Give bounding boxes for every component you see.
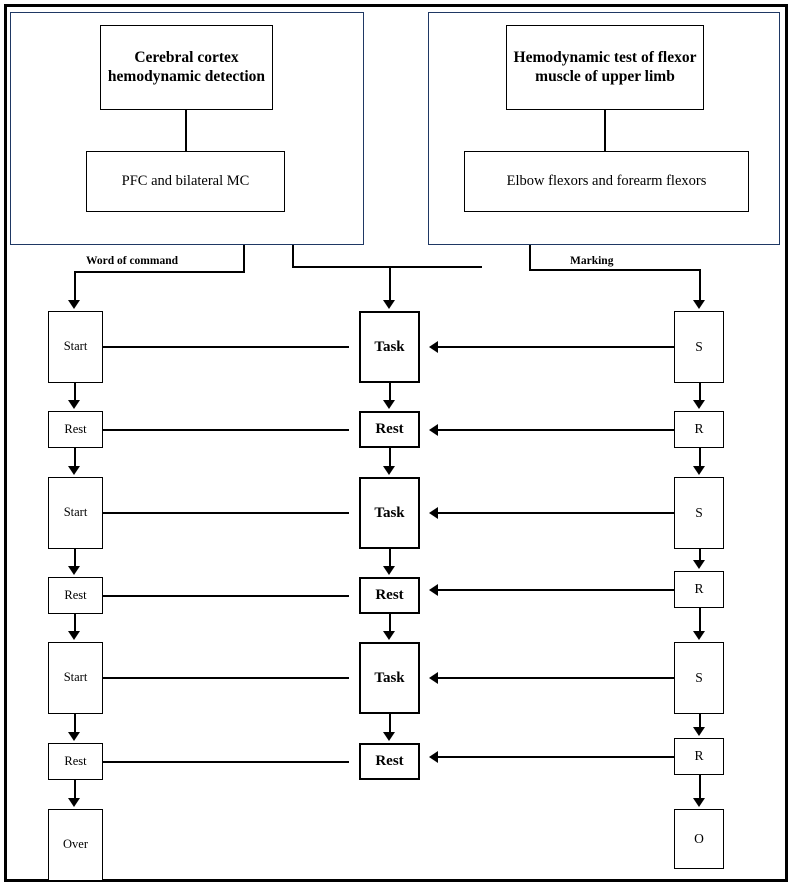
left-node-rest-1 xyxy=(48,411,103,448)
arrow-r1-rest1 xyxy=(429,424,438,436)
middle-node-task-1 xyxy=(359,311,420,383)
left-heading-text: Cerebral cortex hemodynamic detection xyxy=(107,48,266,85)
left-node-label: Rest xyxy=(64,753,87,768)
middle-arrow-3 xyxy=(383,566,395,575)
arrow-to-start-1 xyxy=(68,300,80,309)
link-r1-rest1 xyxy=(438,429,674,431)
middle-node-label: Task xyxy=(374,504,405,521)
middle-node-label: Task xyxy=(374,338,405,355)
link-s1-task1 xyxy=(438,346,674,348)
link-rest2-rest2 xyxy=(103,595,349,597)
link-start3-task3 xyxy=(103,677,349,679)
right-bus-down xyxy=(699,269,701,303)
link-s2-task2 xyxy=(438,512,674,514)
right-node-label: R xyxy=(694,581,704,597)
left-arrow-3 xyxy=(68,566,80,575)
link-r3-rest3 xyxy=(438,756,674,758)
middle-node-label: Rest xyxy=(375,753,404,770)
middle-node-rest-2 xyxy=(359,577,420,614)
middle-arrow-1 xyxy=(383,400,395,409)
right-conn-6 xyxy=(699,775,701,800)
middle-node-label: Rest xyxy=(375,587,404,604)
left-node-start-1 xyxy=(48,311,103,383)
arrow-r2-rest2 xyxy=(429,584,438,596)
left-heading-box xyxy=(100,25,273,110)
left-node-rest-3 xyxy=(48,743,103,780)
left-bus-down xyxy=(74,271,76,303)
middle-conn-2 xyxy=(389,448,391,468)
arrow-s1-task1 xyxy=(429,341,438,353)
middle-bus-down xyxy=(389,266,391,303)
right-node-label: S xyxy=(695,504,703,520)
arrow-to-task-1 xyxy=(383,300,395,309)
left-node-label: Start xyxy=(63,339,88,354)
left-node-over xyxy=(48,809,103,881)
left-node-start-3 xyxy=(48,642,103,714)
right-node-s-1 xyxy=(674,311,724,383)
right-sub-text: Elbow flexors and forearm flexors xyxy=(506,172,707,189)
middle-node-label: Task xyxy=(374,669,405,686)
left-node-label: Rest xyxy=(64,587,87,602)
left-panel-drop xyxy=(243,245,245,273)
left-conn-2 xyxy=(74,448,76,468)
right-arrow-6 xyxy=(693,798,705,807)
left-node-start-2 xyxy=(48,477,103,549)
right-node-label: O xyxy=(694,830,704,846)
right-arrow-1 xyxy=(693,400,705,409)
left-arrow-2 xyxy=(68,466,80,475)
left-node-label: Start xyxy=(63,670,88,685)
arrow-to-s-1 xyxy=(693,300,705,309)
middle-arrow-4 xyxy=(383,631,395,640)
left-sub-text: PFC and bilateral MC xyxy=(121,172,250,189)
right-heading-text: Hemodynamic test of flexor muscle of upper limb xyxy=(513,48,697,85)
left-arrow-6 xyxy=(68,798,80,807)
right-heading-box xyxy=(506,25,704,110)
arrow-s2-task2 xyxy=(429,507,438,519)
right-node-r-1 xyxy=(674,411,724,448)
left-arrow-1 xyxy=(68,400,80,409)
left-arrow-5 xyxy=(68,732,80,741)
right-node-o xyxy=(674,809,724,869)
link-start1-task1 xyxy=(103,346,349,348)
arrow-s3-task3 xyxy=(429,672,438,684)
left-arrow-4 xyxy=(68,631,80,640)
label-word-of-command xyxy=(86,255,178,267)
right-node-s-3 xyxy=(674,642,724,714)
middle-bus xyxy=(292,266,482,268)
right-arrow-2 xyxy=(693,466,705,475)
left-bus xyxy=(74,271,245,273)
left-node-label: Rest xyxy=(64,421,87,436)
left-heading-connector xyxy=(185,110,187,151)
right-sub-box xyxy=(464,151,749,212)
middle-arrow-2 xyxy=(383,466,395,475)
right-node-label: S xyxy=(695,669,703,685)
label-word-of-command-text: Word of command xyxy=(86,255,178,267)
right-arrow-3 xyxy=(693,560,705,569)
middle-node-task-3 xyxy=(359,642,420,714)
label-marking xyxy=(570,255,613,267)
right-heading-connector xyxy=(604,110,606,151)
arrow-r3-rest3 xyxy=(429,751,438,763)
right-node-label: R xyxy=(694,748,704,764)
link-rest1-rest1 xyxy=(103,429,349,431)
left-conn-6 xyxy=(74,780,76,800)
right-node-label: S xyxy=(695,338,703,354)
right-bus xyxy=(529,269,701,271)
middle-node-task-2 xyxy=(359,477,420,549)
right-node-s-2 xyxy=(674,477,724,549)
right-node-r-2 xyxy=(674,571,724,608)
middle-node-label: Rest xyxy=(375,421,404,438)
right-conn-2 xyxy=(699,448,701,468)
link-s3-task3 xyxy=(438,677,674,679)
left-sub-box xyxy=(86,151,285,212)
right-conn-4 xyxy=(699,608,701,633)
middle-node-rest-3 xyxy=(359,743,420,780)
left-node-rest-2 xyxy=(48,577,103,614)
right-panel-drop xyxy=(529,245,531,271)
middle-node-rest-1 xyxy=(359,411,420,448)
left-node-label: Over xyxy=(63,837,88,852)
left-node-label: Start xyxy=(63,505,88,520)
link-rest3-rest3 xyxy=(103,761,349,763)
right-node-label: R xyxy=(694,421,704,437)
label-marking-text: Marking xyxy=(570,255,614,267)
link-start2-task2 xyxy=(103,512,349,514)
middle-drop-a xyxy=(292,245,294,268)
middle-arrow-5 xyxy=(383,732,395,741)
link-r2-rest2 xyxy=(438,589,674,591)
right-arrow-4 xyxy=(693,631,705,640)
right-arrow-5 xyxy=(693,727,705,736)
right-node-r-3 xyxy=(674,738,724,775)
